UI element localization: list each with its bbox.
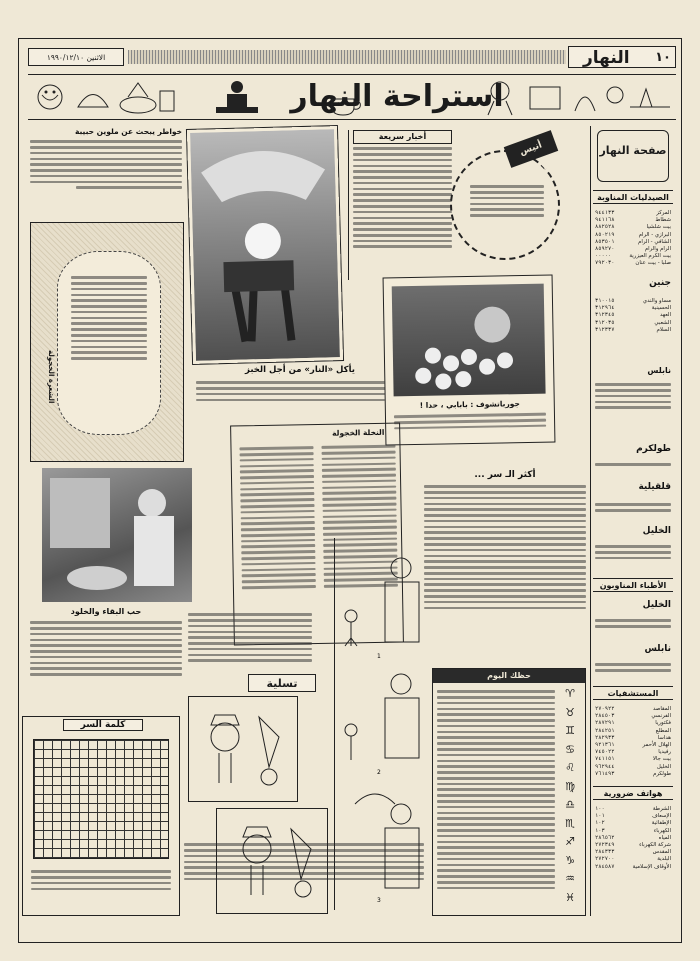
hospital-row xyxy=(595,749,671,756)
hospital-row xyxy=(595,764,671,771)
jenin-row xyxy=(595,298,671,305)
zodiac-sign-icon: ♐ xyxy=(565,835,575,848)
hospital-row xyxy=(595,771,671,778)
emergency-name: الإسعاف xyxy=(652,813,671,820)
hospital-row xyxy=(595,728,671,735)
hospital-row xyxy=(595,720,671,727)
banner xyxy=(28,74,676,120)
gorbachev-photo-shapes xyxy=(392,284,546,397)
baby-article xyxy=(30,606,182,714)
zodiac-sign-icon: ♒ xyxy=(565,872,575,885)
city-jenin: جنين xyxy=(649,278,671,288)
anis-stamp xyxy=(450,140,560,260)
doctors-hebron-text xyxy=(595,616,671,631)
zodiac-sign-icon: ♊ xyxy=(565,724,575,737)
doctors-title: الأطباء المناوبون xyxy=(593,578,673,592)
ads-news-title: خواطر يبحث عن ملوين حبيبة xyxy=(74,127,182,136)
emergency-phone: ٢٨٤٣٣٣ xyxy=(595,849,615,856)
emergency-row xyxy=(595,820,671,827)
emergency-row xyxy=(595,856,671,863)
best-idea-article xyxy=(188,610,312,710)
baby-photo-shapes xyxy=(42,468,192,602)
horoscope-text xyxy=(437,687,555,893)
emergency-row xyxy=(595,828,671,835)
pharmacy-row xyxy=(595,217,671,224)
gorbachev-caption: جورباتشوف : بابابي ، حدا ! xyxy=(419,399,520,410)
emergency-row xyxy=(595,806,671,813)
tulkarm-text xyxy=(595,460,671,469)
jenin-phone: ٣١٢٠٣٥ xyxy=(595,319,615,326)
flower-poem-lines xyxy=(71,273,147,363)
city-nablus: نابلس xyxy=(647,366,671,375)
svg-text:2: 2 xyxy=(377,769,381,776)
emergency-phone: ١٠٠ xyxy=(595,806,605,812)
jenin-phone: ٣١٠٠١٥ xyxy=(595,298,615,304)
baby-photo xyxy=(42,468,192,602)
gorbachev-frame xyxy=(383,275,556,446)
statue-cartoon-drawings xyxy=(335,538,429,910)
banner-man-at-desk xyxy=(214,77,260,119)
emergency-row xyxy=(595,849,671,856)
pharmacy-list xyxy=(595,210,671,268)
pharmacy-row xyxy=(595,224,671,231)
pharmacy-phone: ٠٠٠٠٠ xyxy=(595,253,612,260)
city-tulkarm: طولكرم xyxy=(636,444,671,454)
jenin-name: السلام xyxy=(656,326,671,333)
svg-text:1: 1 xyxy=(377,653,381,660)
banner-title: استراحة النهار xyxy=(290,79,504,114)
hospital-name: فكتوريا xyxy=(655,720,671,727)
hospital-phone: ٢٨٤٢٥١ xyxy=(595,727,615,734)
emergency-phone: ١٠٣ xyxy=(595,827,605,834)
pharmacies-title: الصيدليات المناوبة xyxy=(593,190,673,204)
hospital-row xyxy=(595,742,671,749)
doctors-hebron: الخليل xyxy=(642,600,671,610)
hospital-name: بيت جالا xyxy=(652,756,671,763)
zodiac-sign-icon: ♋ xyxy=(565,742,575,756)
article-ads-news xyxy=(30,126,182,220)
masthead-title: النهار xyxy=(583,48,630,68)
zodiac-sign-icon: ♏ xyxy=(565,816,575,830)
emergency-name: الإطفائية xyxy=(651,820,671,827)
emergency-phone: ٢٨٦٥٦٢ xyxy=(595,834,615,841)
pharmacy-phone: ٧٩٢٠٣٠ xyxy=(595,260,615,267)
jenin-list xyxy=(595,298,671,334)
doctors-nablus: نابلس xyxy=(644,644,671,654)
emergency-row xyxy=(595,835,671,842)
pharmacy-name: شطاط xyxy=(655,217,671,224)
qalqilya-text xyxy=(595,500,671,515)
cartoon-title: تسلية xyxy=(266,677,298,690)
emergency-name: الأوقاف الإسلامية xyxy=(632,863,671,870)
masthead-box xyxy=(568,46,676,68)
date-box xyxy=(28,48,124,66)
header-bar xyxy=(28,46,676,70)
sidebar-logo-text: صفحة النهار xyxy=(599,144,667,157)
hospital-row xyxy=(595,706,671,713)
zodiac-sign-icon: ♈ xyxy=(565,687,575,700)
gorbachev-photo xyxy=(392,284,546,397)
emergency-phone: ٢٨٤٥٨٧ xyxy=(595,863,615,870)
jenin-phone: ٣١٢٩٦٤ xyxy=(595,305,615,312)
page-number: ١٠ xyxy=(655,50,671,65)
hospital-row xyxy=(595,735,671,742)
hospital-row xyxy=(595,756,671,763)
emergency-name: المقدس xyxy=(652,849,671,856)
pharmacy-phone: ٨٨٢٥٢٨ xyxy=(595,224,615,231)
hospitals-title: المستشفيات xyxy=(593,686,673,700)
banner-doodles-right xyxy=(480,77,676,119)
zodiac-sign-icon: ♎ xyxy=(565,798,575,811)
hospital-name: رفيديا xyxy=(658,749,671,756)
date-line: الاثنين ١٩٩٠/١٢/١٠ xyxy=(46,53,106,62)
coffee-cup-icon xyxy=(328,93,364,117)
jenin-name: الشعبي xyxy=(654,319,671,326)
hospital-phone: ٢٧٠٩٢٢ xyxy=(595,706,615,712)
emergency-phone: ١٠٢ xyxy=(595,820,605,827)
crossword-clues xyxy=(31,867,171,893)
baby-caption: حب البقاء والخلود xyxy=(70,607,142,616)
hospital-list xyxy=(595,706,671,778)
hospital-phone: ٩٦٢٩٤٤ xyxy=(595,763,615,770)
pharmacy-phone: ٨٥٣٥٠١ xyxy=(595,238,615,245)
pharmacy-phone: ٩٤١١٦٨ xyxy=(595,217,615,224)
hospital-phone: ٧٦١٤٩٣ xyxy=(595,770,615,777)
hospital-name: هداسا xyxy=(657,734,671,741)
hebron-text xyxy=(595,542,671,563)
cartoon-bottom-drawing xyxy=(217,809,329,915)
emergency-name: البلدية xyxy=(657,856,671,863)
flower-poem-title: الشعرة الخجولة xyxy=(47,349,55,403)
cartoon-top-drawing xyxy=(189,697,299,803)
poem-title: النخلة الخجولة xyxy=(331,427,385,438)
fire-caption: يأكل «النار» من أجل الخبز xyxy=(245,365,355,375)
statue-cartoons xyxy=(334,538,428,910)
emergency-row xyxy=(595,813,671,820)
pharmacy-row xyxy=(595,232,671,239)
pharmacy-phone: ٨٥٩٢٧٠ xyxy=(595,246,615,253)
fire-article xyxy=(196,378,390,416)
quick-news-box xyxy=(348,130,452,280)
pharmacy-row xyxy=(595,239,671,246)
horoscope-box xyxy=(432,668,586,916)
fire-photo-shapes xyxy=(190,129,340,361)
emergency-row xyxy=(595,842,671,849)
poem-col-left xyxy=(239,443,316,592)
hospital-phone: ٢٨٤٥٠٣ xyxy=(595,713,615,720)
cartoon-panel-top[interactable] xyxy=(188,696,298,802)
hospital-name: طولكرم xyxy=(652,770,671,777)
crossword-box xyxy=(22,716,180,916)
header-hatch xyxy=(128,50,566,64)
pharmacy-phone: ٩٤٤١٣٣ xyxy=(595,210,615,216)
hospital-phone: ٧٤١١٥١ xyxy=(595,756,615,763)
pharmacy-name: البرازي - الرام xyxy=(638,231,671,238)
pharmacy-row xyxy=(595,260,671,267)
sidebar xyxy=(590,126,674,916)
crossword-title: كلمة السر xyxy=(63,719,143,731)
emergency-list xyxy=(595,806,671,871)
zodiac-sign-icon: ♉ xyxy=(565,705,575,719)
hospital-phone: ٢٨٢٩٣٣ xyxy=(595,734,615,741)
cartoon-panel-bottom[interactable] xyxy=(216,808,328,914)
zodiac-sign-icon: ♑ xyxy=(565,853,575,867)
hospital-phone: ٢٨٧٢٩١ xyxy=(595,720,615,727)
city-hebron: الخليل xyxy=(642,526,671,536)
emergency-name: الكهرباء xyxy=(653,827,671,834)
quick-news-title: أخبار سريعة xyxy=(353,130,452,144)
pharmacy-name: بيت شلشيا xyxy=(646,224,671,231)
crossword-grid[interactable] xyxy=(33,739,169,859)
sidebar-logo xyxy=(597,130,669,182)
pharmacy-phone: ٨٥٠٢١٩ xyxy=(595,231,615,238)
doctors-nablus-text xyxy=(595,660,671,675)
gorbachev-text xyxy=(394,410,546,433)
pharmacy-name: بيت الكرم العيزرية xyxy=(629,253,671,260)
jenin-phone: ٣١٢٣٣٧ xyxy=(595,326,615,333)
anis-stamp-title: أنيس الأزهر xyxy=(504,130,559,168)
zodiac-column xyxy=(557,687,583,909)
flower-poem-box xyxy=(30,222,184,462)
zodiac-sign-icon: ♓ xyxy=(565,890,575,904)
pharmacy-row xyxy=(595,253,671,260)
zodiac-sign-icon: ♍ xyxy=(565,779,575,793)
horoscope-title: حظك اليوم xyxy=(433,669,585,683)
city-qalqilya: قلقيلية xyxy=(638,482,671,492)
banner-doodles-left xyxy=(28,77,178,119)
svg-text:3: 3 xyxy=(377,897,381,904)
emergency-phone: ١٠١ xyxy=(595,813,605,820)
jenin-phone: ٣١٢٣٤٥ xyxy=(595,312,615,319)
jenin-row xyxy=(595,327,671,334)
emergency-name: الشرطة xyxy=(652,806,671,812)
pharmacy-name: الرام والرام xyxy=(644,246,671,253)
hospital-name: الهلال الأحمر xyxy=(642,742,671,749)
jenin-name: مساو والندي xyxy=(642,298,671,304)
emergency-name: شركة الكهرباء xyxy=(639,842,671,849)
akthar-title: أكثر الـ سر ... xyxy=(474,470,536,480)
emergency-title: هواتف ضرورية xyxy=(593,786,673,800)
jenin-row xyxy=(595,320,671,327)
pharmacy-name: المركز xyxy=(656,210,671,216)
nablus-text xyxy=(595,380,671,412)
pharmacy-name: صلبا - بيت عنان xyxy=(635,260,671,267)
pharmacy-row xyxy=(595,210,671,217)
emergency-phone: ٢٧٢٧٠٠ xyxy=(595,856,615,863)
pharmacy-name: الشافي - الرام xyxy=(638,238,671,245)
emergency-name: المياه xyxy=(658,834,671,841)
hospital-phone: ٧٤٥٠٢٢ xyxy=(595,749,615,756)
emergency-row xyxy=(595,864,671,871)
hospital-phone: ٩٢١٣٦١ xyxy=(595,742,615,749)
anis-stamp-text xyxy=(470,182,544,220)
hospital-name: الخليل xyxy=(656,763,671,770)
jenin-row xyxy=(595,305,671,312)
zodiac-sign-icon: ♌ xyxy=(565,761,575,774)
hospital-name: الفرنسي xyxy=(651,713,671,720)
fire-breather-photo xyxy=(187,126,343,364)
hospital-name: المقاصد xyxy=(652,706,671,712)
hospital-name: المطلع xyxy=(655,727,671,734)
emergency-phone: ٢٧٢٣٤٩ xyxy=(595,842,615,849)
jenin-name: الحسينية xyxy=(651,305,671,312)
cartoon-title-box xyxy=(248,674,316,692)
jenin-name: العهد xyxy=(659,312,671,319)
jenin-row xyxy=(595,312,671,319)
akthar-article xyxy=(424,468,586,664)
